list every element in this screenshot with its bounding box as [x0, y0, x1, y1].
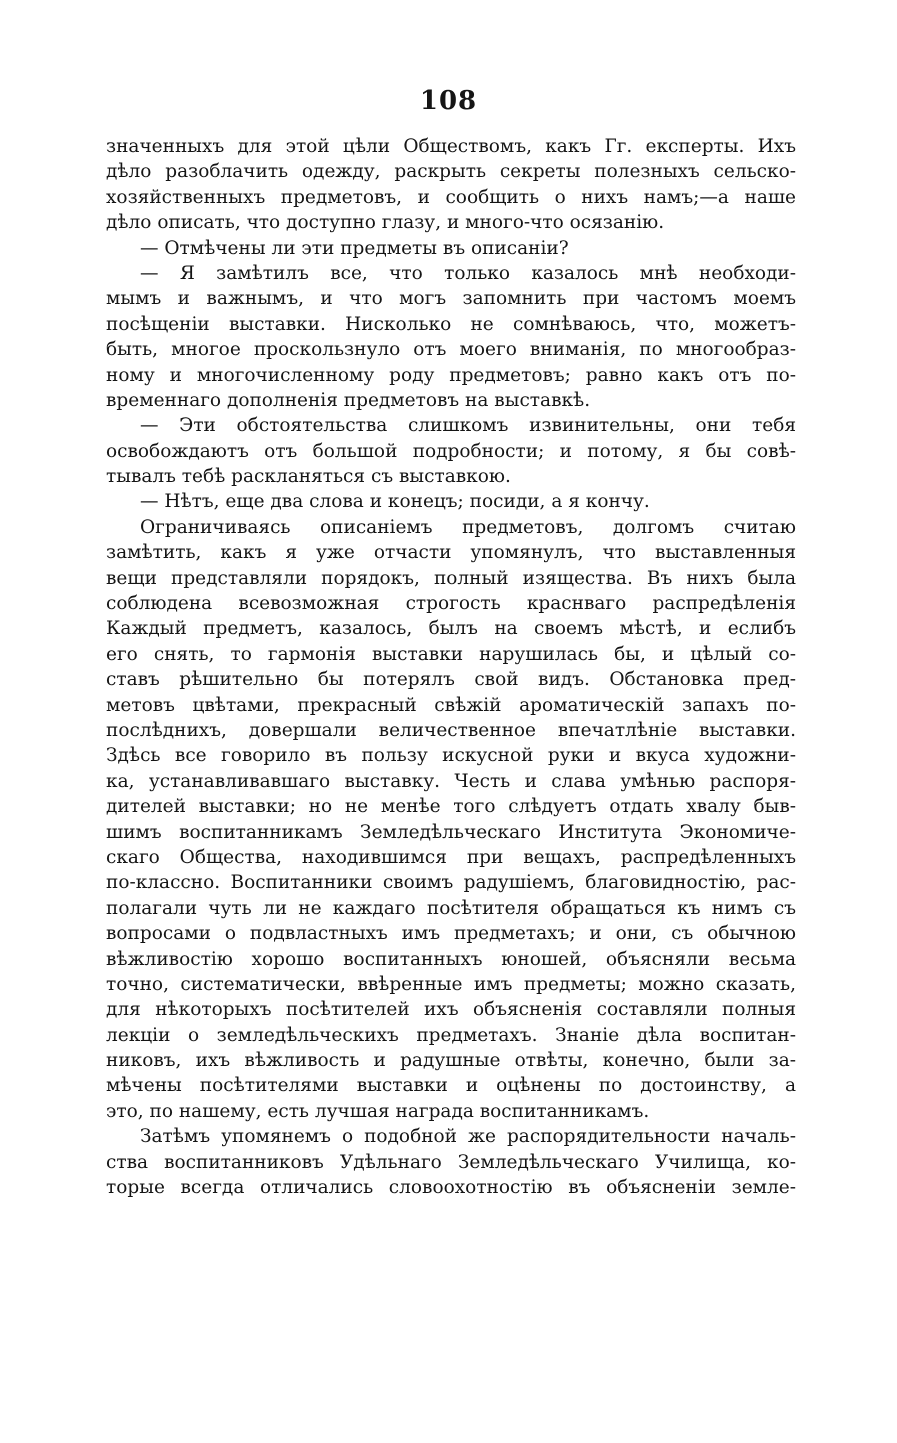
- text-line: тывалъ тебѣ раскланяться съ выставкою.: [106, 466, 511, 488]
- text-line: ставъ рѣшительно бы потерялъ свой видъ. Обстановка пред-: [106, 669, 796, 691]
- text-line: Затѣмъ упомянемъ о подобной же распорядительности началь-: [140, 1126, 796, 1148]
- text-line: ному и многочисленному роду предметовъ; равно какъ отъ по-: [106, 364, 796, 386]
- text-line: соблюдена всевозможная строгость краснваго распредѣленія: [106, 593, 796, 615]
- text-line: ства воспитанниковъ Удѣльнаго Земледѣльческаго Училища, ко-: [106, 1151, 796, 1173]
- text-line: замѣтить, какъ я уже отчасти упомянулъ, что выставленныя: [106, 542, 796, 564]
- text-line: Здѣсь все говорило въ пользу искусной руки и вкуса художни-: [106, 745, 796, 767]
- text-line: лекціи о земледѣльческихъ предметахъ. Знаніе дѣла воспитан-: [106, 1024, 796, 1046]
- text-line: временнаго дополненія предметовъ на выставкѣ.: [106, 389, 591, 411]
- text-line: значенныхъ для этой цѣли Обществомъ, какъ Гг. експерты. Ихъ: [106, 136, 796, 157]
- text-line: послѣднихъ, довершали величественное впечатлѣніе выставки.: [106, 719, 796, 741]
- text-line: по-классно. Воспитанники своимъ радушіемъ, благовидностію, рас-: [106, 872, 796, 894]
- text-line: дителей выставки; но не менѣе того слѣдуетъ отдать хвалу быв-: [106, 796, 796, 818]
- text-line: хозяйственныхъ предметовъ, и сообщить о нихъ намъ;—а наше: [106, 186, 796, 208]
- text-line: — Я замѣтилъ все, что только казалось мнѣ необходи-: [140, 262, 796, 284]
- text-line: вопросами о подвластныхъ имъ предметахъ; и они, съ обычною: [106, 923, 796, 945]
- text-line: Ограничиваясь описаніемъ предметовъ, долгомъ считаю: [140, 516, 796, 538]
- text-line: торые всегда отличались словоохотностію въ объясненіи земле-: [106, 1177, 796, 1199]
- text-line: освобождаютъ отъ большой подробности; и потому, я бы совѣ-: [106, 440, 796, 462]
- text-line: его снять, то гармонія выставки нарушилась бы, и цѣлый со-: [106, 643, 796, 665]
- text-line: это, по нашему, есть лучшая награда воспитанникамъ.: [106, 1100, 650, 1122]
- body-text: [106, 134, 796, 1200]
- text-line: посѣщеніи выставки. Нисколько не сомнѣваюсь, что, можетъ-: [106, 313, 796, 335]
- text-line: дѣло описать, что доступно глазу, и много-что осязанію.: [106, 212, 665, 234]
- text-line: полагали чуть ли не каждаго посѣтителя обращаться къ нимъ съ: [106, 897, 796, 919]
- text-line: вѣжливостію хорошо воспитанныхъ юношей, объясняли весьма: [106, 948, 796, 970]
- text-line: скаго Общества, находившимся при вещахъ, распредѣленныхъ: [106, 846, 796, 868]
- text-line: вещи представляли порядокъ, полный изящества. Въ нихъ была: [106, 567, 796, 589]
- text-line: — Отмѣчены ли эти предметы въ описаніи?: [140, 237, 569, 259]
- text-line: Каждый предметъ, казалось, былъ на своемъ мѣстѣ, и еслибъ: [106, 618, 796, 640]
- text-line: шимъ воспитанникамъ Земледѣльческаго Института Экономиче-: [106, 821, 796, 843]
- page-number: 108: [419, 86, 478, 116]
- text-line: мымъ и важнымъ, и что могъ запомнить при частомъ моемъ: [106, 288, 796, 310]
- text-line: никовъ, ихъ вѣжливость и радушные отвѣты, конечно, были за-: [106, 1050, 796, 1072]
- text-line: — Нѣтъ, еще два слова и конецъ; посиди, а я кончу.: [140, 491, 650, 513]
- text-line: мѣчены посѣтителями выставки и оцѣнены по достоинству, а: [106, 1075, 796, 1097]
- text-line: метовъ цвѣтами, прекрасный свѣжій ароматическій запахъ по-: [106, 694, 796, 716]
- text-line: точно, систематически, ввѣренные имъ предметы; можно сказать,: [106, 973, 796, 995]
- text-line: дѣло разоблачить одежду, раскрыть секреты полезныхъ сельско-: [106, 161, 796, 183]
- text-line: — Эти обстоятельства слишкомъ извинительны, они тебя: [140, 415, 796, 437]
- text-line: ка, устанавливавшаго выставку. Честь и слава умѣнью распоря-: [106, 770, 796, 792]
- text-line: быть, многое проскользнуло отъ моего вниманія, по многообраз-: [106, 339, 796, 361]
- text-line: для нѣкоторыхъ посѣтителей ихъ объясненія составляли полныя: [106, 999, 796, 1021]
